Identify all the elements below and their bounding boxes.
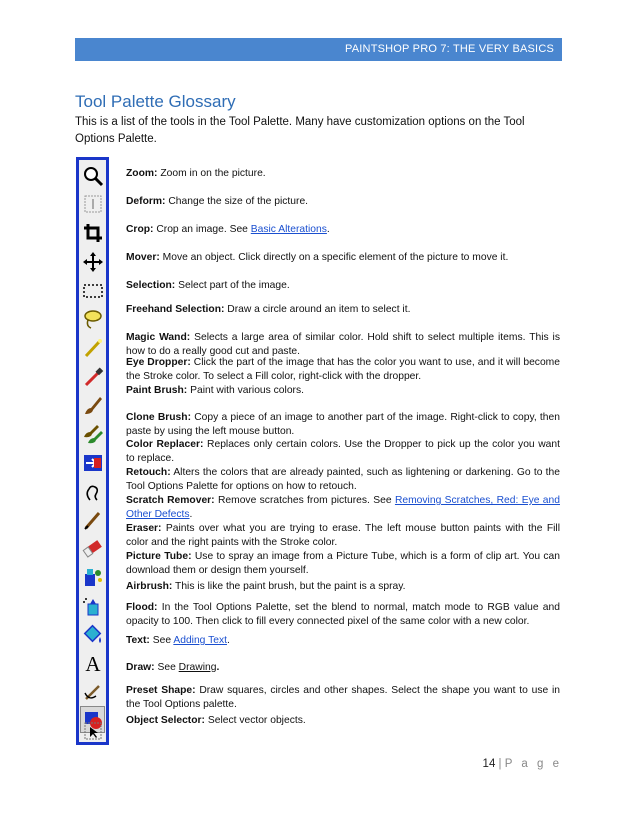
link-adding-text[interactable]: Adding Text xyxy=(173,635,227,646)
page-title: Tool Palette Glossary xyxy=(75,92,236,111)
page-label: P a g e xyxy=(504,758,562,770)
entry-airbrush: Airbrush: This is like the paint brush, but the paint is a spray. xyxy=(126,581,406,592)
entry-flood: Flood: In the Tool Options Palette, set the blend to normal, match mode to RGB value and opacity to 100. Then click to fill every connected pixel of the same color with a new color. xyxy=(126,602,560,627)
entry-draw: Draw: See Drawing. xyxy=(126,662,220,673)
entry-color-replacer: Color Replacer: Replaces only certain colors. Use the Dropper to pick up the color you want to replace. xyxy=(126,439,560,464)
link-drawing[interactable]: Drawing xyxy=(178,662,217,673)
scratch-remover-icon[interactable] xyxy=(80,507,105,532)
entry-mover: Mover: Move an object. Click directly on a specific element of the picture to move it. xyxy=(126,252,509,263)
text-icon[interactable] xyxy=(80,650,105,675)
entry-paint-brush: Paint Brush: Paint with various colors. xyxy=(126,385,304,396)
entry-eye-dropper: Eye Dropper: Click the part of the image that has the color you want to use, and it will become the Stroke color. To select a Fill color, right-click with the dropper. xyxy=(126,357,560,382)
selection-icon[interactable] xyxy=(80,278,105,303)
header-text: PAINTSHOP PRO 7: THE VERY BASICS xyxy=(345,43,554,55)
mover-icon[interactable] xyxy=(80,249,105,274)
entry-selection: Selection: Select part of the image. xyxy=(126,280,290,291)
color-replacer-icon[interactable] xyxy=(80,450,105,475)
tool-palette xyxy=(76,157,109,745)
entry-zoom: Zoom: Zoom in on the picture. xyxy=(126,168,266,179)
link-basic-alterations[interactable]: Basic Alterations xyxy=(250,224,327,235)
magic-wand-icon[interactable] xyxy=(80,335,105,360)
entry-scratch-remover: Scratch Remover: Remove scratches from pictures. See Removing Scratches, Red: Eye and Other Defects. xyxy=(126,495,560,520)
entry-picture-tube: Picture Tube: Use to spray an image from a Picture Tube, which is a form of clip art. You can download them or design them yourself. xyxy=(126,551,560,576)
deform-icon[interactable] xyxy=(80,191,105,216)
object-selector-icon[interactable] xyxy=(80,718,105,743)
intro-paragraph: This is a list of the tools in the Tool Palette. Many have customization options on the Tool Options Palette. xyxy=(75,116,525,145)
entry-magic-wand: Magic Wand: Selects a large area of similar color. Hold shift to select multiple items. This is how to do a really good cut and paste. xyxy=(126,332,560,357)
page-footer xyxy=(462,758,562,770)
crop-icon[interactable] xyxy=(80,220,105,245)
entry-deform: Deform: Change the size of the picture. xyxy=(126,196,309,207)
entry-retouch: Retouch: Alters the colors that are already painted, such as lightening or darkening. Go to the Tool Options Palette for options on how to retouch. xyxy=(126,467,560,492)
eraser-icon[interactable] xyxy=(80,535,105,560)
entry-freehand-selection: Freehand Selection: Draw a circle around an item to select it. xyxy=(126,304,411,315)
draw-icon[interactable] xyxy=(80,679,105,704)
freehand-selection-icon[interactable] xyxy=(80,306,105,331)
entry-text: Text: See Adding Text. xyxy=(126,635,230,646)
picture-tube-icon[interactable] xyxy=(80,564,105,589)
footer-separator: | xyxy=(498,758,502,770)
entry-clone-brush: Clone Brush: Copy a piece of an image to another part of the image. Right-click to copy, then paste by using the left mouse button. xyxy=(126,412,560,437)
entry-object-selector: Object Selector: Select vector objects. xyxy=(126,715,306,726)
entry-preset-shape: Preset Shape: Draw squares, circles and other shapes. Select the shape you want to use in the Tool Options palette. xyxy=(126,685,560,710)
zoom-icon[interactable] xyxy=(80,163,105,188)
airbrush-icon[interactable] xyxy=(80,593,105,618)
paint-brush-icon[interactable] xyxy=(80,392,105,417)
entry-crop: Crop: Crop an image. See Basic Alterations. xyxy=(126,224,330,235)
svg-text:A: A xyxy=(84,651,101,674)
eye-dropper-icon[interactable] xyxy=(80,364,105,389)
link-removing-scratches[interactable]: Removing Scratches, Red: Eye and Other Defects xyxy=(126,495,560,520)
header-bar xyxy=(75,38,562,61)
entry-eraser: Eraser: Paints over what you are trying to erase. The left mouse button paints with the Fill color and the right paints with the Stroke color. xyxy=(126,523,560,548)
clone-brush-icon[interactable] xyxy=(80,421,105,446)
retouch-icon[interactable] xyxy=(80,478,105,503)
flood-fill-icon[interactable] xyxy=(80,621,105,646)
page-number: 14 xyxy=(482,758,496,770)
